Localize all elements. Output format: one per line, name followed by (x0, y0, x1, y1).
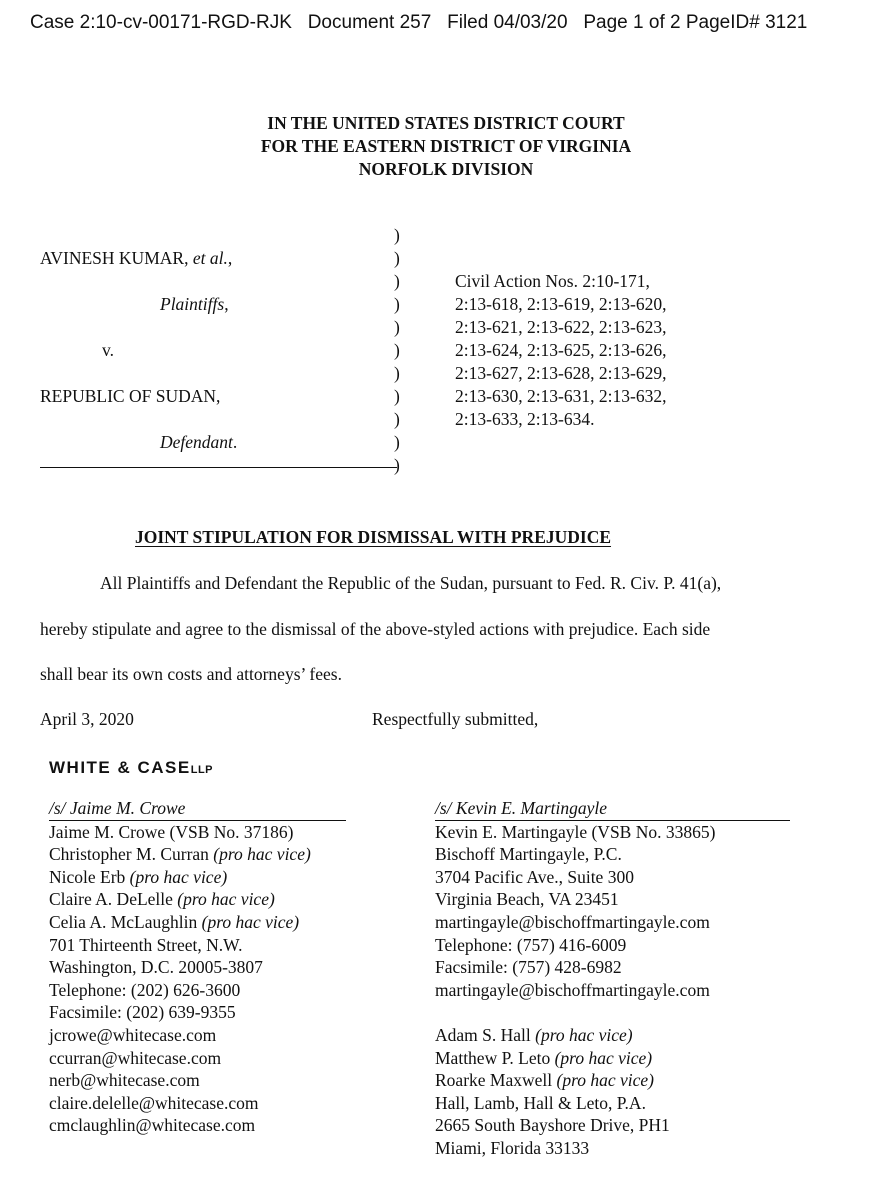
caption-paren: ) (394, 294, 400, 314)
right-counsel-line: Kevin E. Martingayle (VSB No. 33865) (435, 821, 716, 842)
left-counsel-line: Jaime M. Crowe (VSB No. 37186) (49, 821, 294, 842)
left-counsel-line: cmclaughlin@whitecase.com (49, 1115, 256, 1136)
civil-action-line: 2:13-633, 2:13-634. (455, 409, 595, 429)
right-counsel-lines (435, 821, 790, 1160)
ecf-header-stamp: Case 2:10-cv-00171-RGD-RJK Document 257 Filed 04/03/20 Page 1 of 2 PageID# 3121 (30, 12, 808, 33)
respectfully-submitted: Respectfully submitted, (372, 709, 539, 729)
right-counsel-line: Miami, Florida 33133 (435, 1137, 590, 1158)
right-counsel-line: 3704 Pacific Ave., Suite 300 (435, 866, 634, 887)
civil-action-line: 2:13-624, 2:13-625, 2:13-626, (455, 340, 667, 360)
court-heading-line-1: IN THE UNITED STATES DISTRICT COURT (267, 113, 625, 133)
caption-paren: ) (394, 340, 400, 360)
right-counsel-line: Virginia Beach, VA 23451 (435, 889, 619, 910)
civil-action-line: 2:13-621, 2:13-622, 2:13-623, (455, 317, 667, 337)
plaintiffs-label: Plaintiffs, (160, 294, 229, 314)
civil-action-line: 2:13-618, 2:13-619, 2:13-620, (455, 294, 667, 314)
right-counsel-line: Matthew P. Leto (pro hac vice) (435, 1047, 653, 1068)
left-counsel-line: Facsimile: (202) 639-9355 (49, 1002, 236, 1023)
filing-date: April 3, 2020 (40, 709, 134, 729)
caption-paren: ) (394, 432, 400, 452)
civil-action-line: 2:13-627, 2:13-628, 2:13-629, (455, 363, 667, 383)
right-counsel-line: Roarke Maxwell (pro hac vice) (435, 1070, 654, 1091)
left-counsel-line: 701 Thirteenth Street, N.W. (49, 934, 243, 955)
left-counsel-lines (49, 821, 346, 1137)
caption-paren: ) (394, 248, 400, 268)
left-counsel-line: Nicole Erb (pro hac vice) (49, 866, 228, 887)
defendant-label: Defendant. (160, 432, 238, 452)
right-counsel-line: Adam S. Hall (pro hac vice) (435, 1024, 633, 1045)
plaintiff-name: AVINESH KUMAR, et al., (40, 248, 233, 268)
document-title: JOINT STIPULATION FOR DISMISSAL WITH PREJUDICE (135, 527, 612, 547)
right-counsel-line (435, 1001, 790, 1024)
right-counsel-line: Hall, Lamb, Hall & Leto, P.A. (435, 1092, 646, 1113)
body-line-1: All Plaintiffs and Defendant the Republic of the Sudan, pursuant to Fed. R. Civ. P. 41(a), (100, 573, 722, 593)
right-counsel-line: 2665 South Bayshore Drive, PH1 (435, 1115, 670, 1136)
versus-label: v. (102, 340, 114, 360)
left-counsel-line: Telephone: (202) 626-3600 (49, 979, 241, 1000)
caption-paren: ) (394, 225, 400, 245)
left-counsel-line: Washington, D.C. 20005-3807 (49, 957, 263, 978)
caption-paren: ) (394, 409, 400, 429)
left-counsel-line: Claire A. DeLelle (pro hac vice) (49, 889, 275, 910)
court-heading-division: NORFOLK DIVISION (358, 159, 534, 179)
caption-paren: ) (394, 386, 400, 406)
caption-rule (40, 467, 397, 468)
right-signature: /s/ Kevin E. Martingayle (435, 797, 790, 821)
caption-paren: ) (394, 317, 400, 337)
defendant-name: REPUBLIC OF SUDAN, (40, 386, 221, 406)
right-counsel-line: martingayle@bischoffmartingayle.com (435, 979, 710, 1000)
right-counsel-line: Facsimile: (757) 428-6982 (435, 957, 622, 978)
right-counsel-line: martingayle@bischoffmartingayle.com (435, 911, 710, 932)
civil-action-line: 2:13-630, 2:13-631, 2:13-632, (455, 386, 667, 406)
civil-action-line: Civil Action Nos. 2:10-171, (455, 271, 650, 291)
left-signature: /s/ Jaime M. Crowe (49, 797, 346, 821)
body-line-2: hereby stipulate and agree to the dismissal of the above-styled actions with prejudice. Each side (40, 619, 711, 639)
caption-paren: ) (394, 363, 400, 383)
left-counsel-line: ccurran@whitecase.com (49, 1047, 222, 1068)
left-counsel-line: nerb@whitecase.com (49, 1070, 200, 1091)
left-signature-block (49, 797, 346, 1137)
caption-parentheses (394, 224, 400, 477)
right-signature-block (435, 797, 790, 1160)
right-counsel-line: Telephone: (757) 416-6009 (435, 934, 627, 955)
caption-paren: ) (394, 455, 400, 475)
court-heading-line-2: FOR THE EASTERN DISTRICT OF VIRGINIA (260, 136, 632, 156)
white-and-case-logo: WHITE & CASELLP (49, 758, 214, 777)
left-counsel-line: claire.delelle@whitecase.com (49, 1092, 259, 1113)
right-counsel-line: Bischoff Martingayle, P.C. (435, 844, 622, 865)
left-counsel-line: Celia A. McLaughlin (pro hac vice) (49, 911, 300, 932)
civil-action-numbers (455, 270, 666, 431)
left-counsel-line: jcrowe@whitecase.com (49, 1024, 217, 1045)
body-line-3: shall bear its own costs and attorneys’ fees. (40, 664, 342, 684)
caption-paren: ) (394, 271, 400, 291)
left-counsel-line: Christopher M. Curran (pro hac vice) (49, 844, 311, 865)
